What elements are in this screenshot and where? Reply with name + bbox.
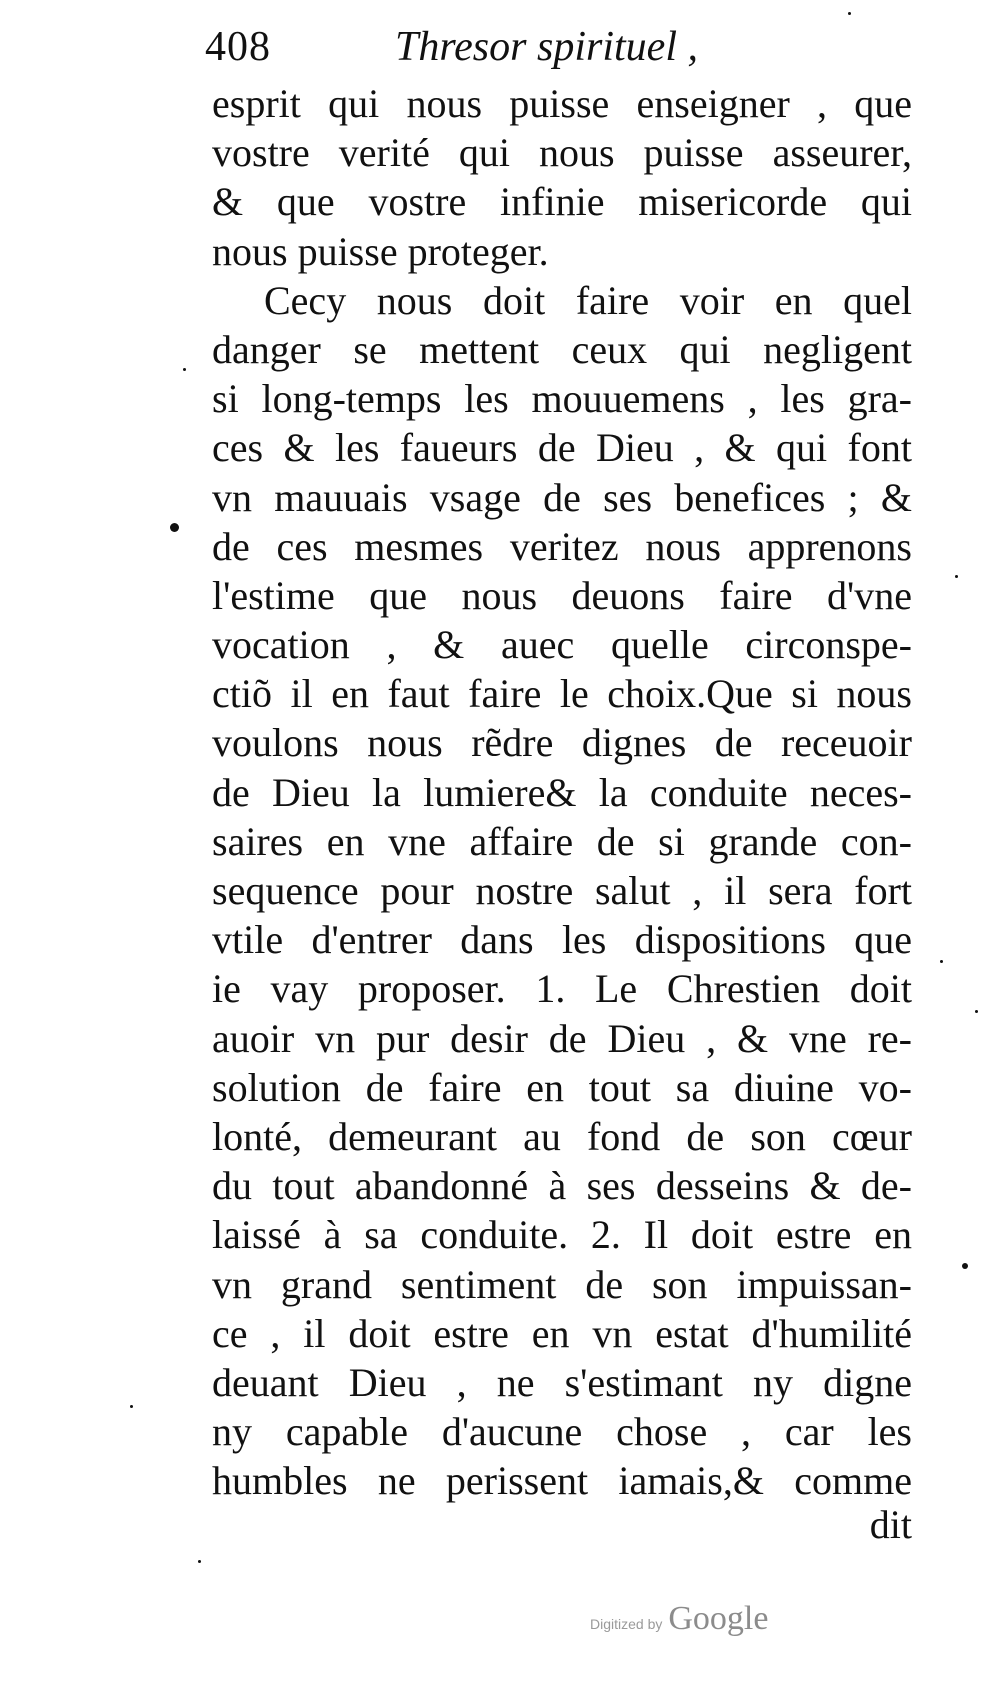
text-line: vn mauuais vsage de ses benefices ; & (212, 474, 912, 520)
text-line: Cecy nous doit faire voir en quel (264, 277, 912, 323)
running-title: Thresor spirituel , (395, 24, 698, 70)
text-line: saires en vne affaire de si grande con- (212, 818, 912, 864)
text-line: danger se mettent ceux qui negligent (212, 326, 912, 372)
text-line: laissé à sa conduite. 2. Il doit estre en (212, 1212, 912, 1258)
text-line: de Dieu la lumiere& la conduite neces- (212, 769, 912, 815)
scan-speck (962, 1263, 968, 1269)
watermark-prefix: Digitized by (590, 1616, 663, 1632)
text-line: vtile d'entrer dans les dispositions que (212, 917, 912, 963)
text-line: auoir vn pur desir de Dieu , & vne re- (212, 1015, 912, 1061)
scan-speck (975, 1010, 978, 1013)
scan-speck (130, 1405, 133, 1408)
watermark-brand: Google (668, 1600, 769, 1637)
text-line: de ces mesmes veritez nous apprenons (212, 523, 912, 569)
text-line: sequence pour nostre salut , il sera fort (212, 868, 912, 913)
text-line: voulons nous rẽdre dignes de receuoir (212, 720, 912, 766)
text-line: l'estime que nous deuons faire d'vne (212, 572, 912, 618)
scan-speck (848, 12, 851, 15)
text-line: & que vostre infinie misericorde qui (212, 179, 912, 225)
text-line: vn grand sentiment de son impuissan- (212, 1261, 912, 1307)
text-line: esprit qui nous puisse enseigner , que (212, 81, 912, 126)
digitization-watermark (590, 1600, 768, 1640)
text-line: si long-temps les mouuemens , les gra- (212, 376, 912, 422)
page-header (205, 18, 925, 78)
body-text (212, 79, 912, 1505)
scan-speck (183, 368, 186, 371)
text-line: ny capable d'aucune chose , car les (212, 1409, 912, 1455)
text-line: vocation , & auec quelle circonspe- (212, 622, 912, 668)
scan-speck (940, 960, 943, 963)
catchword: dit (869, 1502, 912, 1547)
text-line: vostre verité qui nous puisse asseurer, (212, 130, 912, 176)
scan-speck (955, 575, 958, 578)
text-line: deuant Dieu , ne s'estimant ny digne (212, 1359, 912, 1405)
text-line: humbles ne perissent iamais,& comme (212, 1458, 912, 1504)
scan-speck (170, 523, 179, 532)
text-line: lonté, demeurant au fond de son cœur (212, 1113, 912, 1159)
page-number: 408 (205, 24, 271, 70)
scan-speck (198, 1560, 201, 1563)
text-line: solution de faire en tout sa diuine vo- (212, 1064, 912, 1110)
text-line: ctiõ il en faut faire le choix.Que si nous (212, 671, 912, 717)
text-line: nous puisse proteger. (212, 228, 549, 274)
text-line: ce , il doit estre en vn estat d'humilité (212, 1310, 912, 1356)
text-line: du tout abandonné à ses desseins & de- (212, 1163, 912, 1209)
text-line: ie vay proposer. 1. Le Chrestien doit (212, 966, 912, 1012)
text-line: ces & les faueurs de Dieu , & qui font (212, 425, 912, 471)
